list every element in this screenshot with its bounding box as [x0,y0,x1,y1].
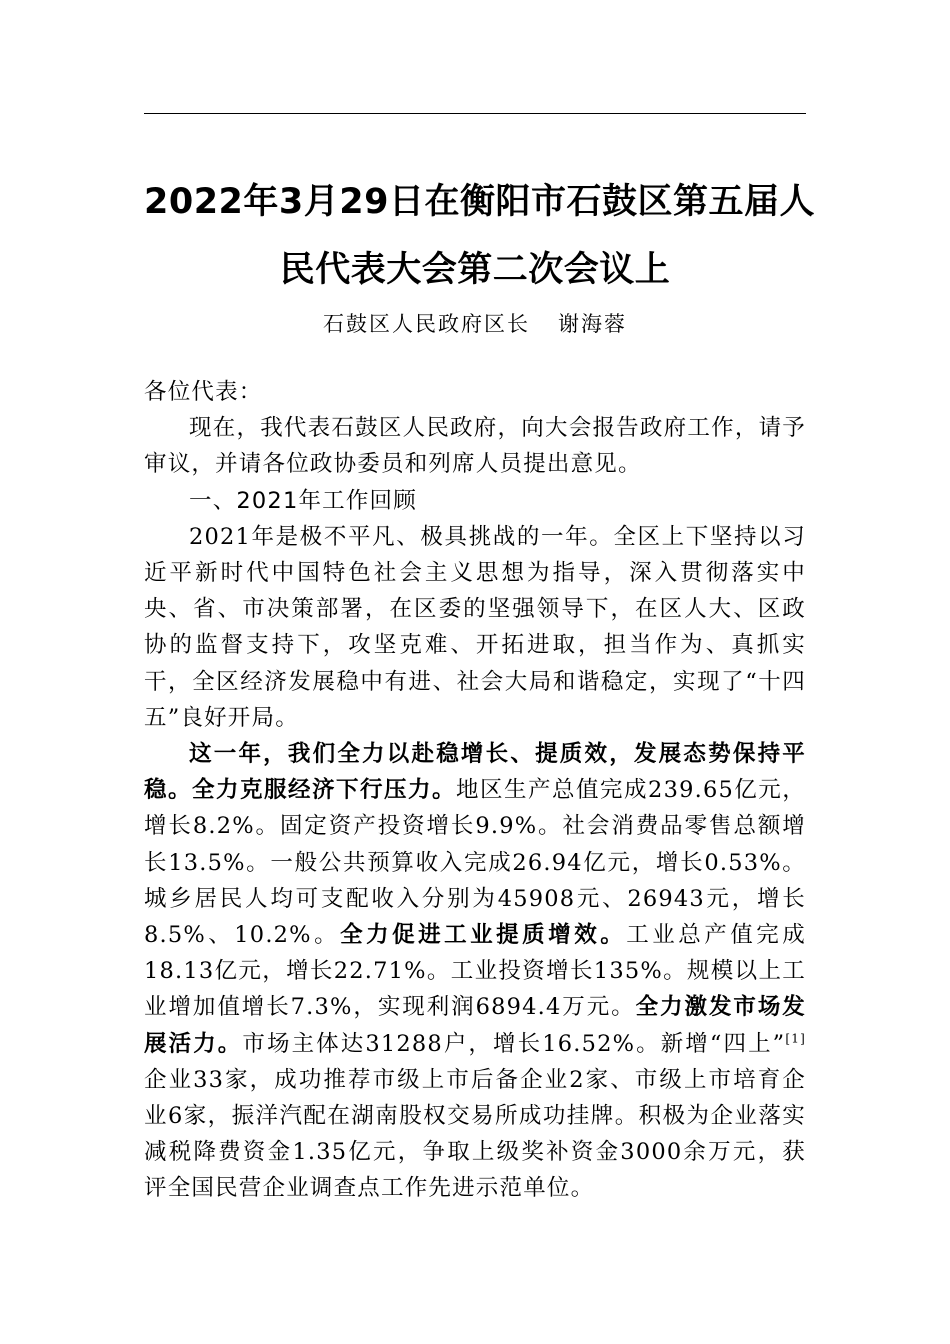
document-title [144,168,815,304]
author-name: 谢海蓉 [558,312,627,336]
industry-text: 工业总产值完成18.13亿元，增长22.71%。工业投资增长135%。规模以上工业增加值增长7.3%，实现利润6894.4万元。 [144,922,807,1021]
title-line-1: 2022年3月29日在衡阳市石鼓区第五届人 [144,182,815,222]
author-line [144,306,806,342]
title-line-2: 民代表大会第二次会议上 [279,250,671,290]
document-body [144,374,806,1207]
market-text-a: 市场主体达31288户，增长16.52%。新增“四上” [242,1030,786,1057]
bold-lead-2: 全力促进工业提质增效。 [340,922,627,949]
market-text-b: 企业33家，成功推荐市级上市后备企业2家、市级上市培育企业6家，振洋汽配在湖南股权交易所成功挂牌。积极为企业落实减税降费资金1.35亿元，争取上级奖补资金3000余万元，获评全国民营企业调查点工作先进示范单位。 [144,1066,806,1202]
paragraph-economy [144,736,806,1207]
author-position: 石鼓区人民政府区长 [323,312,530,336]
section-heading: 一、2021年工作回顾 [189,487,417,514]
header-rule [144,113,806,114]
bold-lead-3: 全力激发市场发展活力。 [144,994,806,1057]
economy-text: 地区生产总值完成239.65亿元，增长8.2%。固定资产投资增长9.9%。社会消费品零售总额增长13.5%。一般公共预算收入完成26.94亿元，增长0.53%。城乡居民人均可支配收入分别为45908元、26943元，增长8.5%、10.2%。 [144,777,806,949]
intro-paragraph: 现在，我代表石鼓区人民政府，向大会报告政府工作，请予审议，并请各位政协委员和列席人员提出意见。 [144,415,806,478]
salutation: 各位代表： [144,379,263,405]
footnote-ref[interactable]: [1] [785,1031,806,1046]
bold-lead-1: 这一年，我们全力以赴稳增长、提质效，发展态势保持平稳。全力克服经济下行压力。 [144,741,806,804]
paragraph-overview: 2021年是极不平凡、极具挑战的一年。全区上下坚持以习近平新时代中国特色社会主义思想为指导，深入贯彻落实中央、省、市决策部署，在区委的坚强领导下，在区人大、区政协的监督支持下，攻坚克难、开拓进取，担当作为、真抓实干，全区经济发展稳中有进、社会大局和谐稳定，实现了“十四五”良好开局。 [144,523,806,731]
